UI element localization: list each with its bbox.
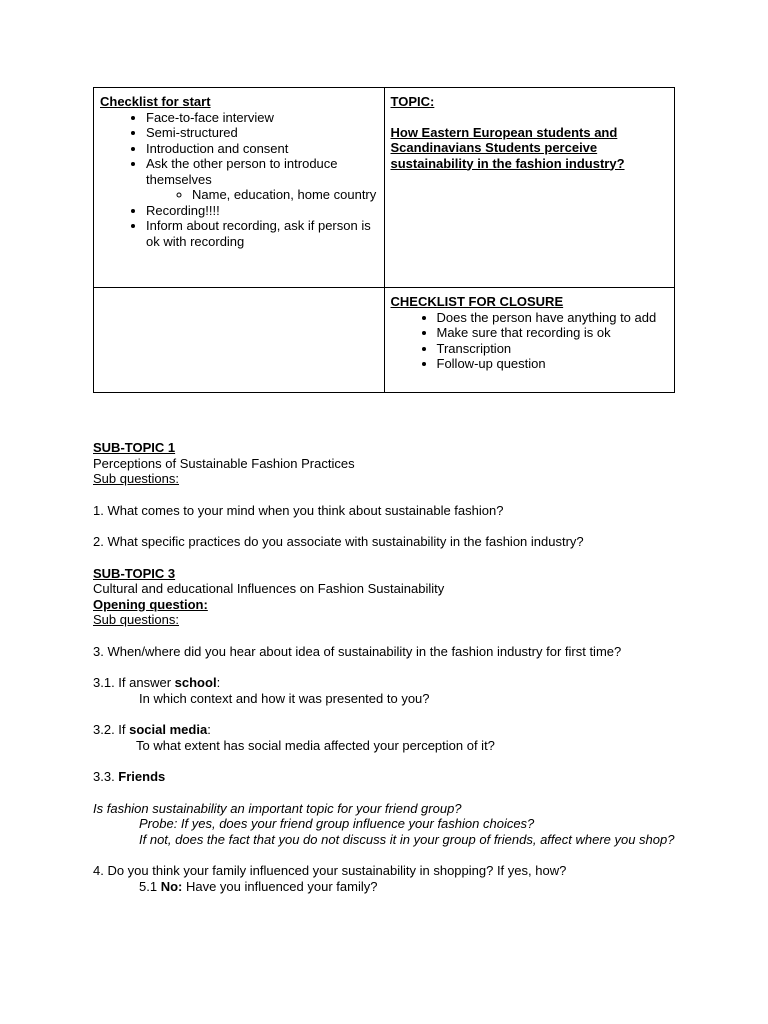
list-item: • Transcription [437,341,669,357]
checklist-start-list [100,110,378,250]
list-item [146,156,378,203]
question-3-3 [93,769,693,785]
question-3-1-detail: In which context and how it was presented to you? [139,690,430,706]
list-item-text: Ask the other person to introduce themselves [146,156,338,187]
q31-suffix: : [216,675,221,690]
q31-prefix: 3.1. If answer [93,675,175,690]
interview-guide-table [93,87,675,393]
q33-prefix: 3.3. [93,769,119,784]
opening-question-label: Opening question: [93,596,208,612]
subtopic3-heading: SUB-TOPIC 3 [93,565,176,581]
question-1: 1. What comes to your mind when you think about sustainable fashion? [93,502,504,518]
checklist-closure-heading: CHECKLIST FOR CLOSURE [390,294,564,309]
subtopic1-sub-label: Sub questions: [93,471,180,486]
subtopic1-heading: SUB-TOPIC 1 [93,440,176,455]
checklist-closure-list [391,310,669,372]
q51-bold: No: [160,878,183,894]
questions-section [93,440,693,894]
list-item: • Does the person have anything to add [437,310,669,326]
q51-suffix: Have you influenced your family? [182,878,378,894]
checklist-start-cell [94,88,385,288]
question-3: 3. When/where did you hear about idea of sustainability in the fashion industry for first time? [93,643,622,659]
subtopic3-title: Cultural and educational Influences on Fashion Sustainability [93,581,445,596]
probe-no: If not, does the fact that you do not discuss it in your group of friends, affect where you shop? [139,831,675,847]
checklist-closure-cell [384,288,675,393]
question-2: 2. What specific practices do you associate with sustainability in the fashion industry? [93,534,584,549]
friends-question: Is fashion sustainability an important topic for your friend group? [93,800,462,816]
list-subitem: ◦ Name, education, home country [192,187,378,203]
topic-heading: TOPIC: [390,94,435,109]
list-item: • Semi-structured [146,125,378,141]
probe-yes: Probe: If yes, does your friend group influence your fashion choices? [139,816,535,831]
question-4: 4. Do you think your family influenced your sustainability in shopping? If yes, how? [93,863,567,878]
subtopic1-title: Perceptions of Sustainable Fashion Practices [93,455,355,471]
q51-prefix: 5.1 [139,878,161,894]
empty-cell [94,288,385,393]
list-item: • Follow-up question [437,356,669,372]
list-item: • Make sure that recording is ok [437,325,669,341]
q32-bold: social media [129,722,208,737]
list-item: • Introduction and consent [146,141,378,157]
topic-question: How Eastern European students and Scandinavians Students perceive sustainability in the fashion industry? [390,124,625,171]
checklist-start-heading: Checklist for start [100,94,211,109]
list-item: • Recording!!!! [146,203,378,219]
subtopic3-sub-label: Sub questions: [93,612,180,627]
question-3-2-detail: To what extent has social media affected your perception of it? [136,737,495,753]
q32-prefix: 3.2. If [93,722,130,737]
checklist-start-sublist [146,187,378,203]
list-item: • Inform about recording, ask if person is ok with recording [146,218,378,249]
topic-cell [384,88,675,288]
list-item: • Face-to-face interview [146,110,378,126]
q33-bold: Friends [118,769,166,784]
question-3-1 [93,675,693,691]
question-5-1 [93,879,693,895]
q31-bold: school [174,675,217,690]
q32-suffix: : [207,722,211,737]
question-3-2 [93,722,693,738]
